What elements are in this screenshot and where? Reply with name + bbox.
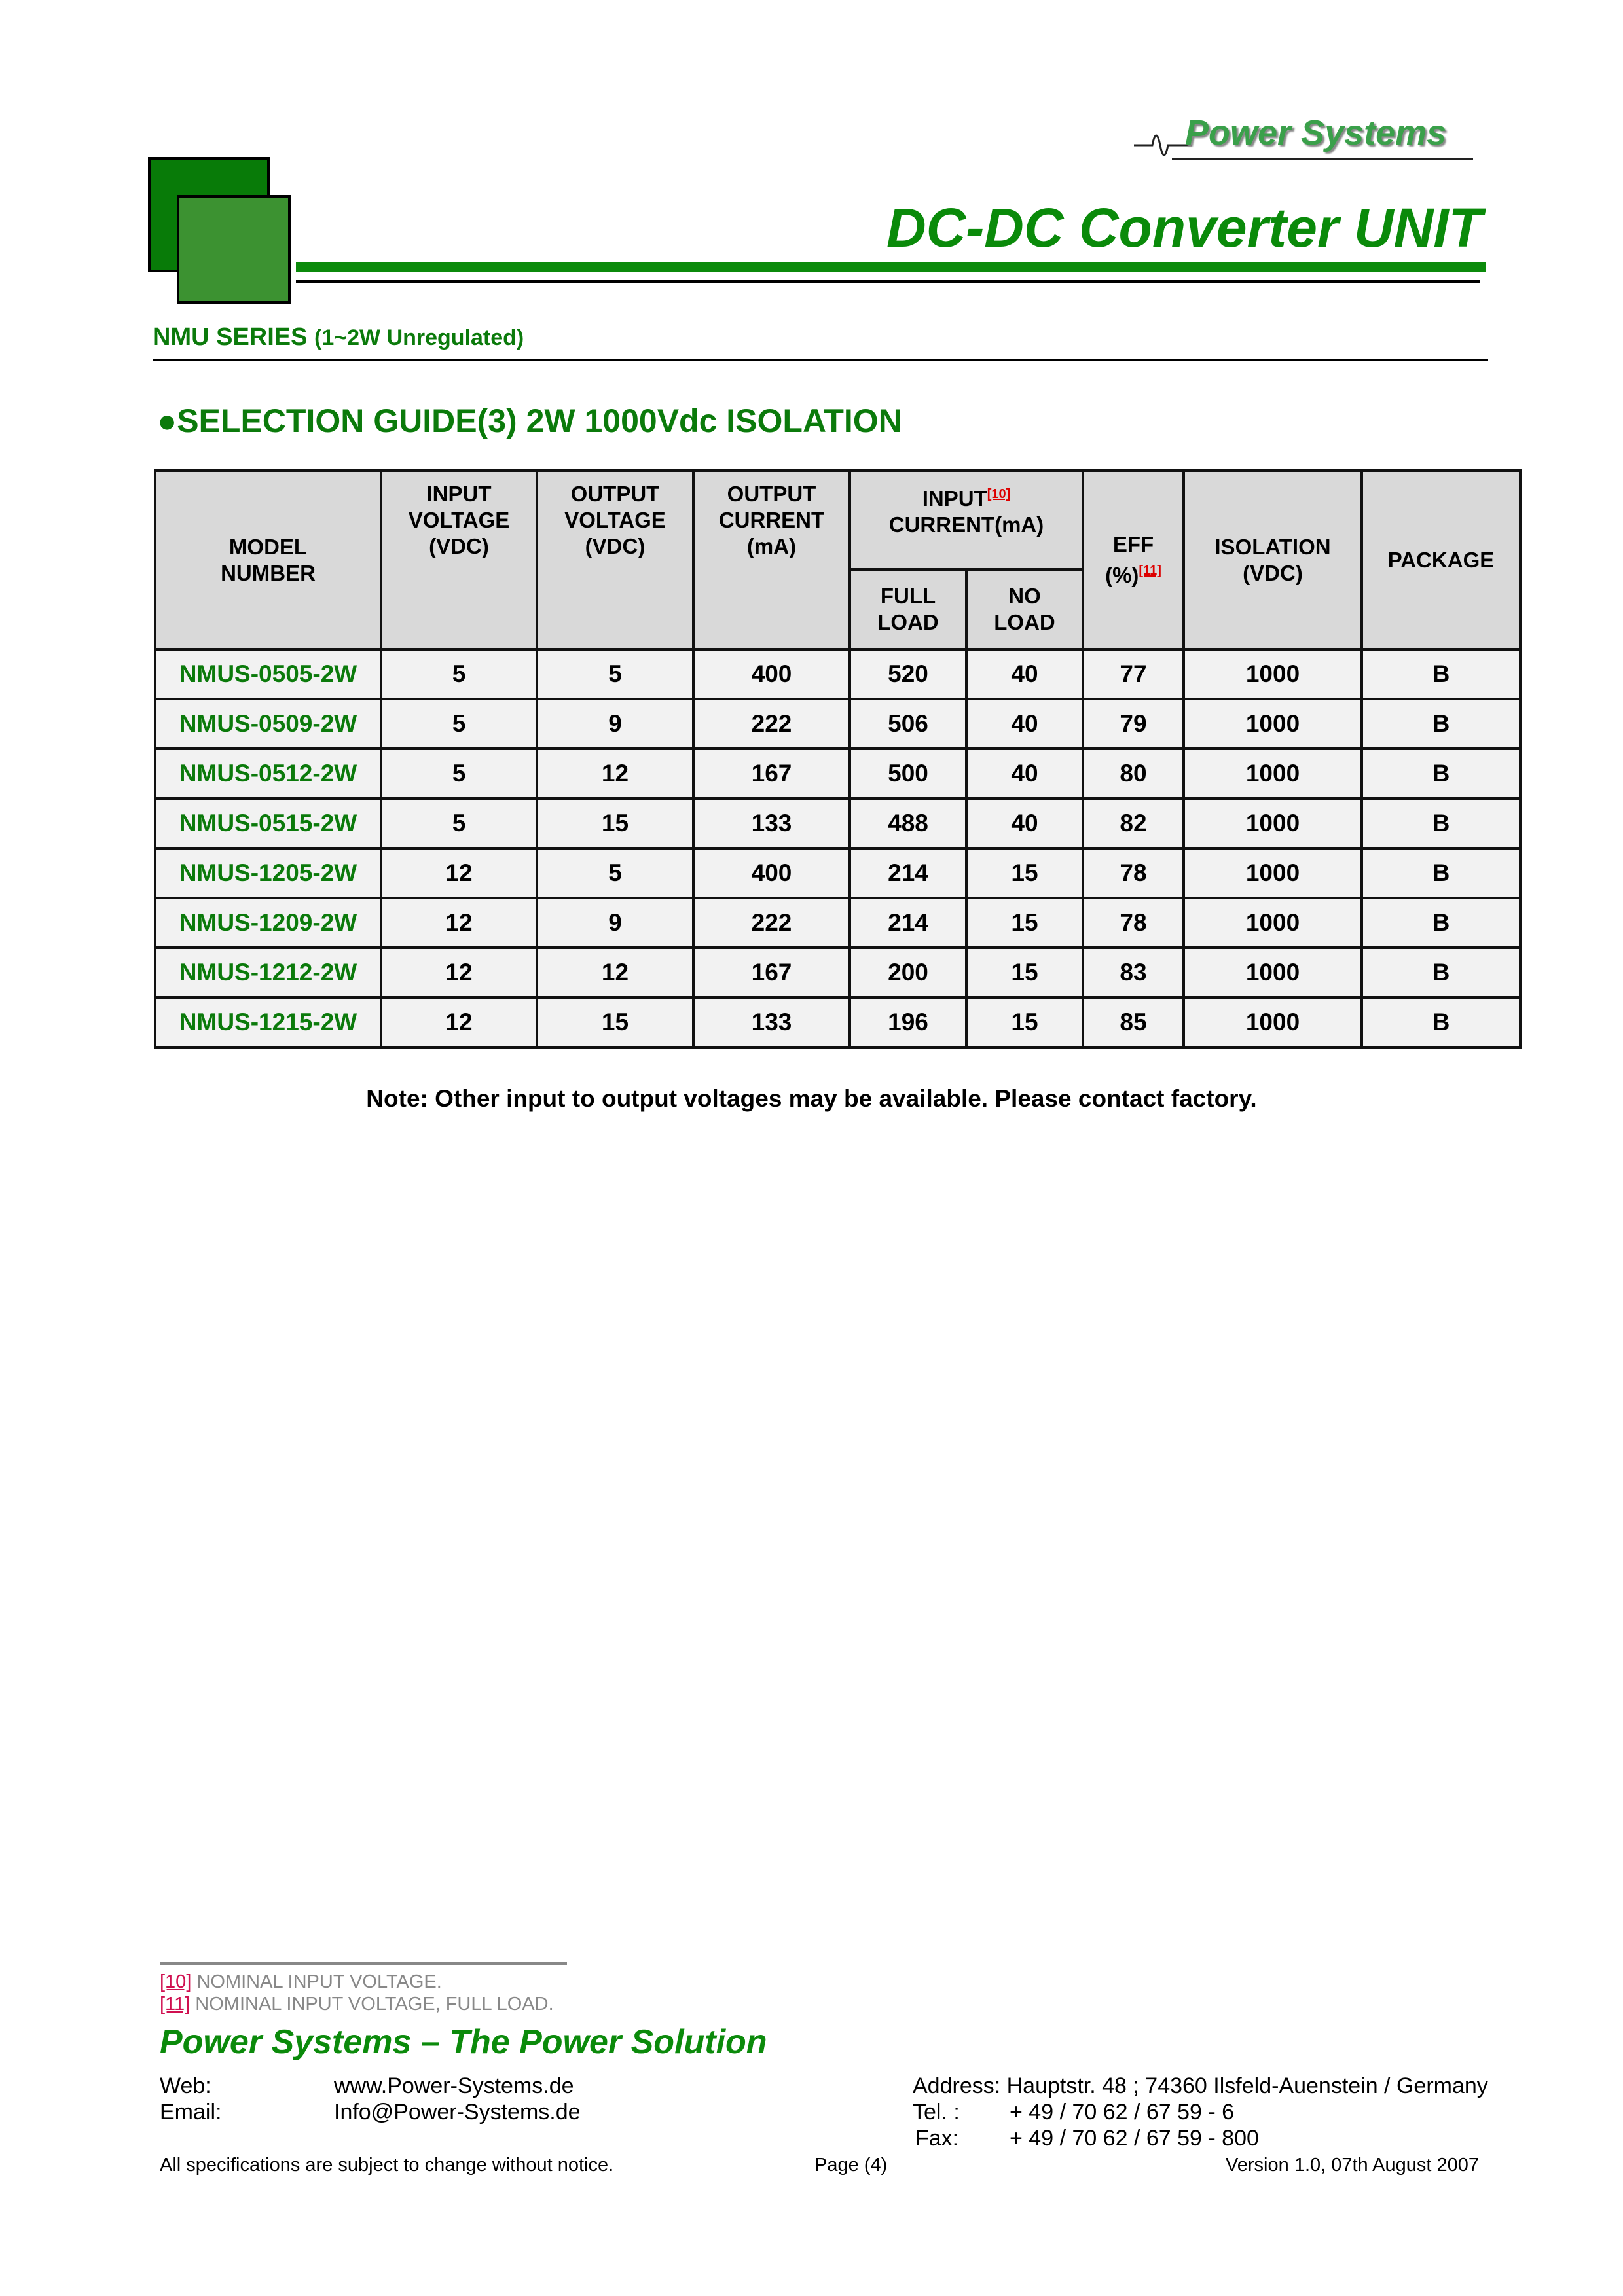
company-logo [1133, 113, 1480, 165]
logo-text: Power Systems [1185, 113, 1447, 152]
table-cell: B [1362, 649, 1520, 699]
disclaimer: All specifications are subject to change without notice. [160, 2155, 614, 2176]
table-cell: 12 [537, 749, 693, 798]
footnote-10: [10] NOMINAL INPUT VOLTAGE. [160, 1971, 442, 1992]
table-cell: 12 [381, 948, 537, 997]
page-title: DC-DC Converter UNIT [886, 197, 1482, 259]
table-cell: 1000 [1184, 848, 1362, 898]
fax: + 49 / 70 62 / 67 59 - 800 [1010, 2126, 1259, 2151]
model-number-cell: NMUS-0512-2W [155, 749, 381, 798]
series-sub: (1~2W Unregulated) [314, 325, 524, 350]
table-cell: 85 [1083, 997, 1184, 1047]
table-cell: 1000 [1184, 699, 1362, 749]
table-cell: 78 [1083, 848, 1184, 898]
header-model: MODEL NUMBER [155, 471, 381, 649]
table-cell: 1000 [1184, 898, 1362, 948]
table-cell: 15 [966, 898, 1083, 948]
section-heading: ●SELECTION GUIDE(3) 2W 1000Vdc ISOLATION [157, 403, 902, 439]
table-cell: B [1362, 848, 1520, 898]
table-cell: 79 [1083, 699, 1184, 749]
fax-label: Fax: [915, 2126, 959, 2151]
table-cell: B [1362, 749, 1520, 798]
table-cell: 5 [537, 848, 693, 898]
table-cell: 82 [1083, 798, 1184, 848]
table-cell: 40 [966, 649, 1083, 699]
table-cell: 5 [381, 749, 537, 798]
black-rule [296, 280, 1480, 283]
table-cell: 77 [1083, 649, 1184, 699]
email-label: Email: [160, 2100, 222, 2125]
table-cell: 167 [693, 749, 850, 798]
table-row [155, 898, 1520, 948]
table-cell: 500 [850, 749, 966, 798]
table-row [155, 749, 1520, 798]
table-cell: 200 [850, 948, 966, 997]
header-output-voltage: OUTPUT VOLTAGE (VDC) [537, 471, 693, 649]
address: Address: Hauptstr. 48 ; 74360 Ilsfeld-Auenstein / Germany [913, 2073, 1488, 2098]
header-full-load: FULL LOAD [850, 569, 966, 649]
table-cell: 15 [537, 997, 693, 1047]
table-row [155, 649, 1520, 699]
table-cell: 40 [966, 798, 1083, 848]
table-cell: 83 [1083, 948, 1184, 997]
table-cell: 40 [966, 699, 1083, 749]
table-cell: 167 [693, 948, 850, 997]
table-cell: 12 [381, 848, 537, 898]
header-input-voltage: INPUT VOLTAGE (VDC) [381, 471, 537, 649]
footnote-rule [160, 1962, 567, 1965]
table-cell: 15 [537, 798, 693, 848]
table-cell: 15 [966, 997, 1083, 1047]
table-cell: 78 [1083, 898, 1184, 948]
version: Version 1.0, 07th August 2007 [1226, 2155, 1479, 2176]
table-cell: 214 [850, 848, 966, 898]
table-cell: 15 [966, 848, 1083, 898]
table-row [155, 948, 1520, 997]
header-isolation: ISOLATION (VDC) [1184, 471, 1362, 649]
table-cell: 520 [850, 649, 966, 699]
table-cell: 488 [850, 798, 966, 848]
table-cell: 15 [966, 948, 1083, 997]
email-link[interactable]: Info@Power-Systems.de [334, 2100, 581, 2125]
series-name: NMU SERIES [153, 323, 308, 351]
model-number-cell: NMUS-1215-2W [155, 997, 381, 1047]
green-rule [296, 262, 1486, 272]
header-package: PACKAGE [1362, 471, 1520, 649]
model-number-cell: NMUS-1209-2W [155, 898, 381, 948]
series-heading [153, 323, 524, 351]
tel-label: Tel. : [913, 2100, 960, 2125]
table-cell: 9 [537, 699, 693, 749]
table-cell: B [1362, 699, 1520, 749]
table-cell: 5 [537, 649, 693, 699]
table-cell: 506 [850, 699, 966, 749]
table-cell: B [1362, 798, 1520, 848]
table-cell: 222 [693, 699, 850, 749]
table-row [155, 699, 1520, 749]
table-cell: 12 [537, 948, 693, 997]
page-number: Page (4) [814, 2155, 888, 2176]
header-eff: EFF (%)[11] [1083, 471, 1184, 649]
table-cell: 12 [381, 997, 537, 1047]
selection-table [154, 469, 1522, 1049]
table-cell: 222 [693, 898, 850, 948]
model-number-cell: NMUS-1212-2W [155, 948, 381, 997]
model-number-cell: NMUS-0505-2W [155, 649, 381, 699]
table-note: Note: Other input to output voltages may be available. Please contact factory. [366, 1085, 1257, 1112]
table-cell: 1000 [1184, 997, 1362, 1047]
table-cell: 214 [850, 898, 966, 948]
table-row [155, 848, 1520, 898]
table-cell: 133 [693, 798, 850, 848]
table-cell: B [1362, 898, 1520, 948]
table-cell: 1000 [1184, 948, 1362, 997]
footnote-11: [11] NOMINAL INPUT VOLTAGE, FULL LOAD. [160, 1994, 554, 2015]
table-row [155, 798, 1520, 848]
footnote-ref[interactable]: [10] [160, 1971, 192, 1992]
web-link[interactable]: www.Power-Systems.de [334, 2073, 574, 2098]
table-row [155, 997, 1520, 1047]
table-cell: 133 [693, 997, 850, 1047]
table-cell: 196 [850, 997, 966, 1047]
header-input-current: INPUT[10] CURRENT(mA) [850, 471, 1083, 569]
table-cell: B [1362, 997, 1520, 1047]
web-label: Web: [160, 2073, 211, 2098]
header-no-load: NO LOAD [966, 569, 1083, 649]
decor-square-light [177, 195, 291, 304]
table-cell: B [1362, 948, 1520, 997]
table-cell: 400 [693, 649, 850, 699]
series-rule [153, 359, 1488, 361]
table-cell: 1000 [1184, 749, 1362, 798]
tel: + 49 / 70 62 / 67 59 - 6 [1010, 2100, 1235, 2125]
table-cell: 80 [1083, 749, 1184, 798]
sine-wave-icon [1133, 119, 1192, 171]
footnote-ref[interactable]: [11] [160, 1994, 191, 2015]
model-number-cell: NMUS-0509-2W [155, 699, 381, 749]
table-cell: 40 [966, 749, 1083, 798]
table-cell: 5 [381, 798, 537, 848]
table-cell: 9 [537, 898, 693, 948]
table-cell: 5 [381, 699, 537, 749]
table-cell: 1000 [1184, 649, 1362, 699]
table-cell: 12 [381, 898, 537, 948]
header-output-current: OUTPUT CURRENT (mA) [693, 471, 850, 649]
footer-slogan: Power Systems – The Power Solution [160, 2023, 767, 2061]
table-cell: 5 [381, 649, 537, 699]
model-number-cell: NMUS-0515-2W [155, 798, 381, 848]
table-cell: 1000 [1184, 798, 1362, 848]
model-number-cell: NMUS-1205-2W [155, 848, 381, 898]
table-cell: 400 [693, 848, 850, 898]
